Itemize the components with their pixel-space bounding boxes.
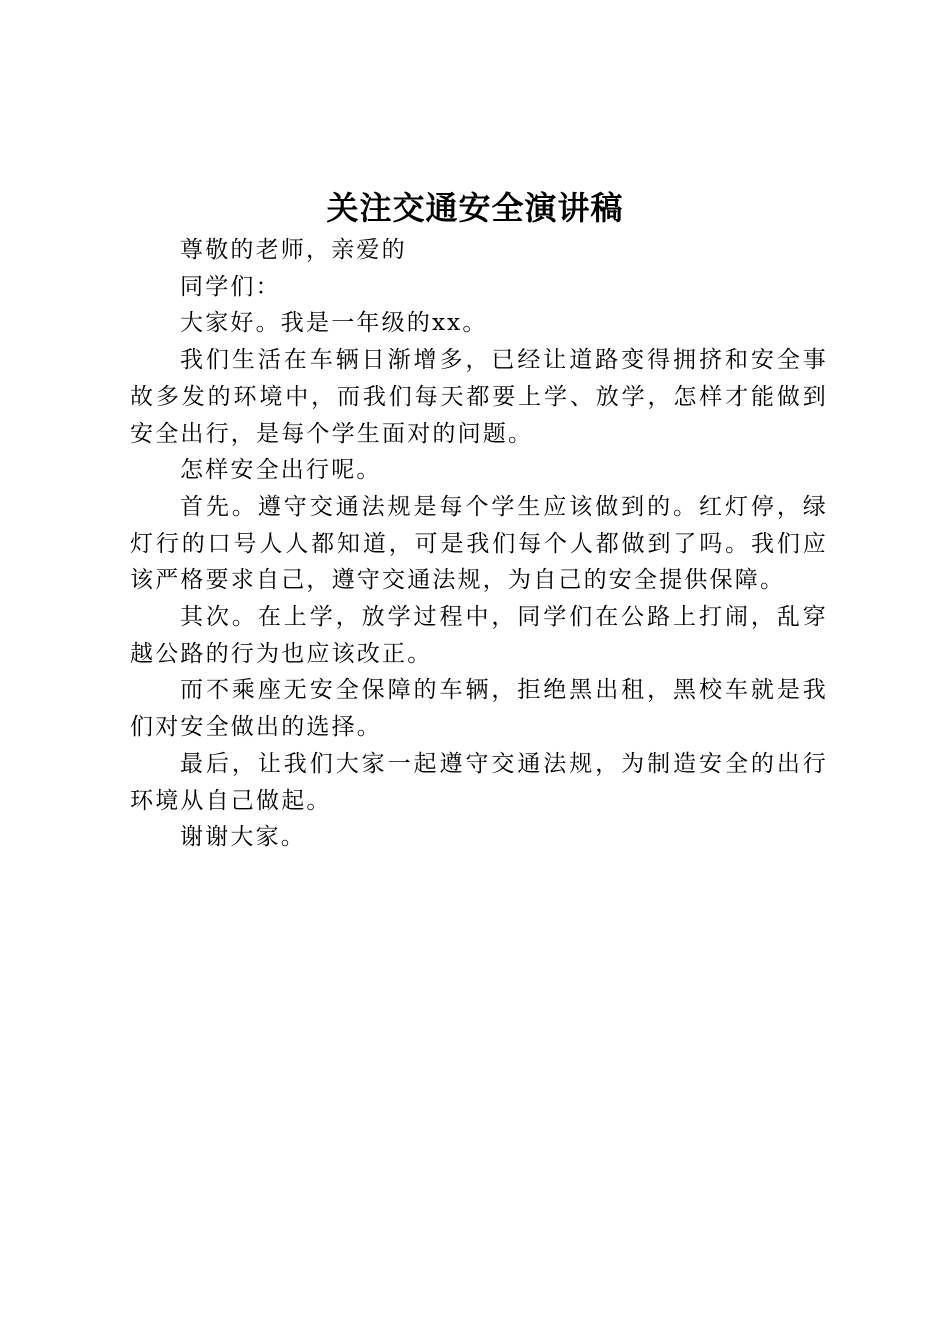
paragraph-conclusion: 最后，让我们大家一起遵守交通法规，为制造安全的出行环境从自己做起。 [130, 750, 828, 814]
paragraph-question: 怎样安全出行呢。 [180, 457, 382, 484]
paragraph-salutation-2: 同学们： [180, 273, 281, 300]
document-body [130, 232, 828, 856]
paragraph-first-point: 首先。遵守交通法规是每个学生应该做到的。红灯停，绿灯行的口号人人都知道，可是我们每个人都做到了吗。我们应该严格要求自己，遵守交通法规，为自己的安全提供保障。 [130, 493, 828, 594]
paragraph-third-point: 而不乘座无安全保障的车辆，拒绝黑出租，黑校车就是我们对安全做出的选择。 [130, 677, 828, 741]
paragraph-context: 我们生活在车辆日渐增多，已经让道路变得拥挤和安全事故多发的环境中，而我们每天都要上学、放学，怎样才能做到安全出行，是每个学生面对的问题。 [130, 347, 828, 447]
document-title: 关注交通安全演讲稿 [326, 189, 624, 227]
paragraph-salutation-1: 尊敬的老师，亲爱的 [180, 237, 407, 263]
paragraph-thanks: 谢谢大家。 [180, 824, 306, 851]
paragraph-second-point: 其次。在上学，放学过程中，同学们在公路上打闹，乱穿越公路的行为也应该改正。 [130, 604, 828, 667]
paragraph-greeting: 大家好。我是一年级的xx。 [180, 310, 488, 337]
